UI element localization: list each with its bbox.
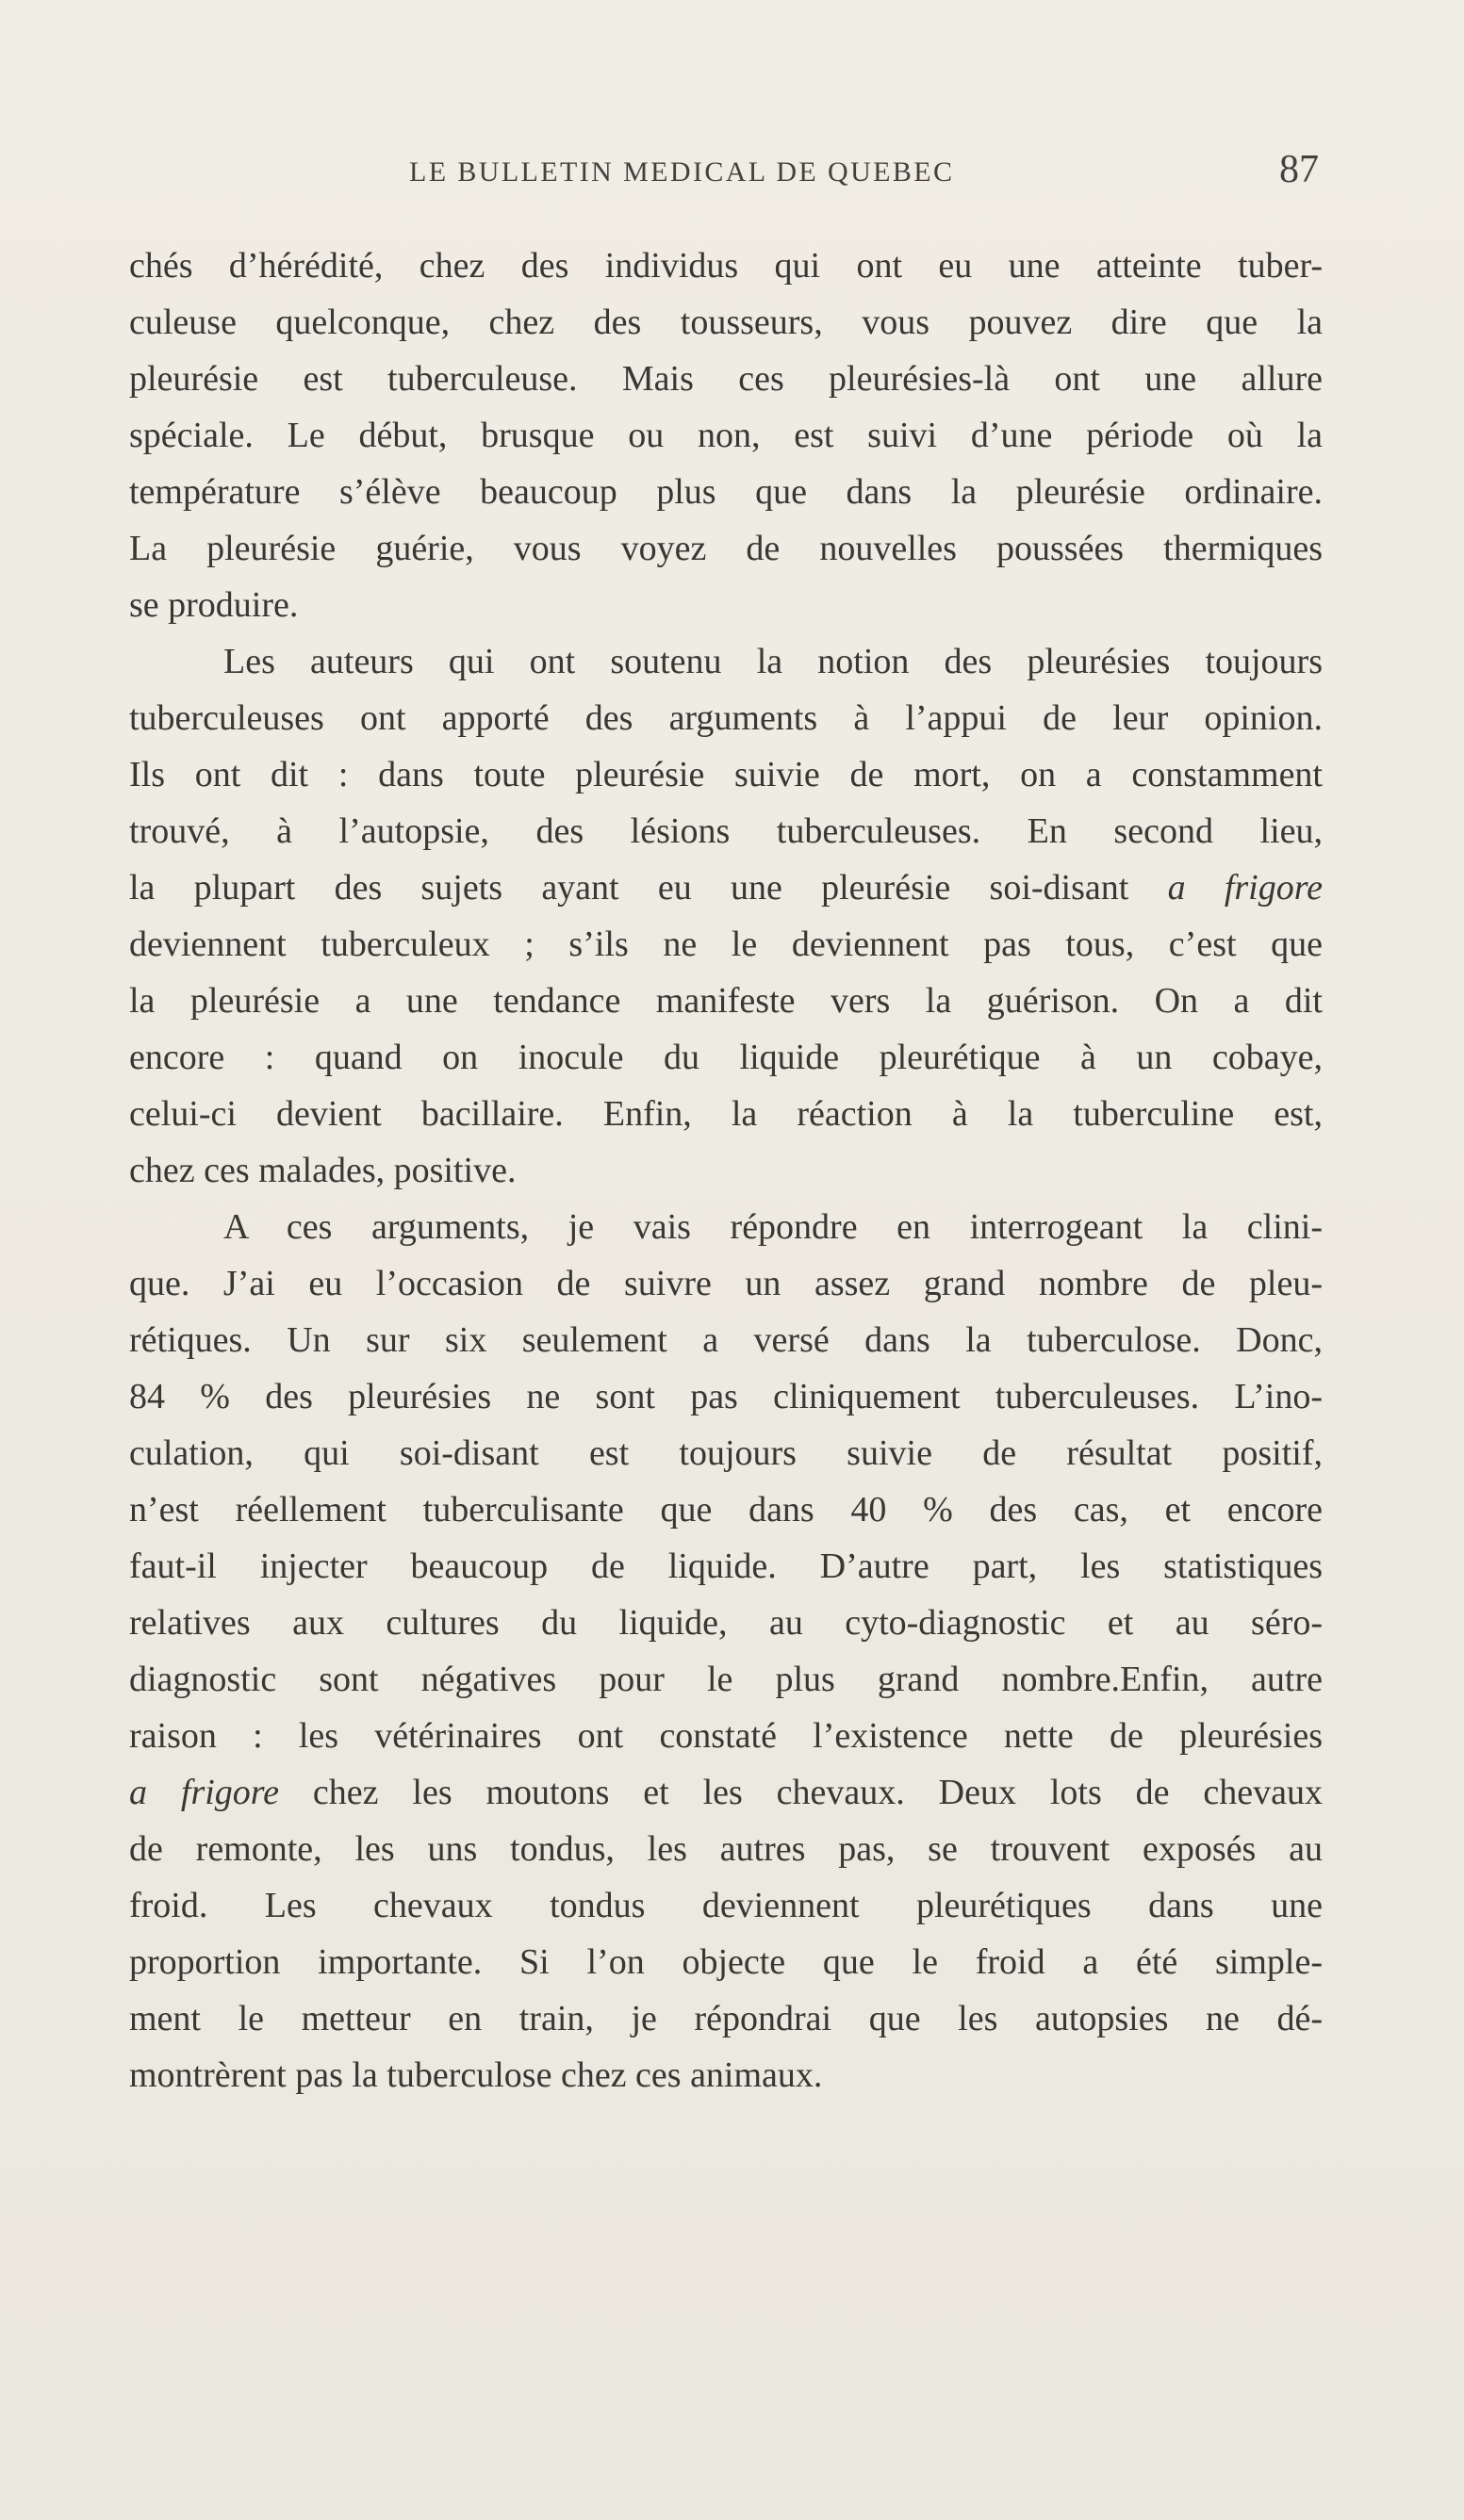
text-line: raison : les vétérinaires ont constaté l’existence nette de pleurésies (129, 1716, 1323, 1756)
text-line: pleurésie est tuberculeuse. Mais ces pleurésies-là ont une allure (129, 359, 1323, 399)
text-line: froid. Les chevaux tondus deviennent pleurétiques dans une (129, 1886, 1323, 1925)
text-line: encore : quand on inocule du liquide pleurétique à un cobaye, (129, 1038, 1323, 1077)
paragraph-3 (129, 1199, 1323, 2103)
page-number: 87 (1279, 148, 1319, 191)
text-line: La pleurésie guérie, vous voyez de nouvelles poussées thermiques (129, 529, 1323, 568)
text-segment: la plupart des sujets ayant eu une pleurésie soi-disant (129, 868, 1168, 908)
text-line: n’est réellement tuberculisante que dans 40 % des cas, et encore (129, 1490, 1323, 1530)
text-line: chez ces malades, positive. (129, 1151, 517, 1190)
text-line: que. J’ai eu l’occasion de suivre un assez grand nombre de pleu- (129, 1264, 1323, 1303)
italic-phrase: a frigore (129, 1773, 280, 1812)
text-line: Les auteurs qui ont soutenu la notion des pleurésies toujours (223, 642, 1323, 681)
paragraph-1 (129, 237, 1323, 633)
text-line: proportion importante. Si l’on objecte que le froid a été simple- (129, 1942, 1323, 1982)
running-title: LE BULLETIN MEDICAL DE QUEBEC (409, 156, 955, 188)
text-line: rétiques. Un sur six seulement a versé dans la tuberculose. Donc, (129, 1320, 1323, 1360)
text-line: relatives aux cultures du liquide, au cyto-diagnostic et au séro- (129, 1603, 1323, 1643)
text-line: culation, qui soi-disant est toujours suivie de résultat positif, (129, 1433, 1323, 1473)
text-line (129, 859, 1323, 916)
text-line: de remonte, les uns tondus, les autres pas, se trouvent exposés au (129, 1829, 1323, 1869)
text-line: trouvé, à l’autopsie, des lésions tuberculeuses. En second lieu, (129, 811, 1323, 851)
text-line: faut-il injecter beaucoup de liquide. D’autre part, les statistiques (129, 1546, 1323, 1586)
text-line: spéciale. Le début, brusque ou non, est suivi d’une période où la (129, 416, 1323, 455)
running-head (0, 149, 1464, 196)
text-line: culeuse quelconque, chez des tousseurs, vous pouvez dire que la (129, 303, 1323, 342)
text-line: celui-ci devient bacillaire. Enfin, la réaction à la tuberculine est, (129, 1094, 1323, 1134)
text-line: A ces arguments, je vais répondre en interrogeant la clini- (223, 1207, 1323, 1247)
italic-phrase: a frigore (1167, 868, 1323, 908)
text-line: ment le metteur en train, je répondrai que les autopsies ne dé- (129, 1999, 1323, 2038)
text-segment: chez les moutons et les chevaux. Deux lots de chevaux (279, 1773, 1323, 1812)
text-line: deviennent tuberculeux ; s’ils ne le deviennent pas tous, c’est que (129, 925, 1323, 964)
text-line: chés d’hérédité, chez des individus qui ont eu une atteinte tuber- (129, 246, 1323, 286)
text-line: diagnostic sont négatives pour le plus grand nombre.Enfin, autre (129, 1660, 1323, 1699)
text-line: 84 % des pleurésies ne sont pas cliniquement tuberculeuses. L’ino- (129, 1377, 1323, 1416)
text-line: Ils ont dit : dans toute pleurésie suivie de mort, on a constamment (129, 755, 1323, 794)
text-line: tuberculeuses ont apporté des arguments à l’appui de leur opinion. (129, 698, 1323, 738)
text-line: température s’élève beaucoup plus que dans la pleurésie ordinaire. (129, 472, 1323, 512)
text-line: se produire. (129, 585, 299, 625)
paragraph-2 (129, 633, 1323, 1199)
text-line: montrèrent pas la tuberculose chez ces animaux. (129, 2055, 823, 2095)
body-text (129, 237, 1323, 2103)
text-line: la pleurésie a une tendance manifeste vers la guérison. On a dit (129, 981, 1323, 1021)
text-line (129, 1764, 1323, 1821)
